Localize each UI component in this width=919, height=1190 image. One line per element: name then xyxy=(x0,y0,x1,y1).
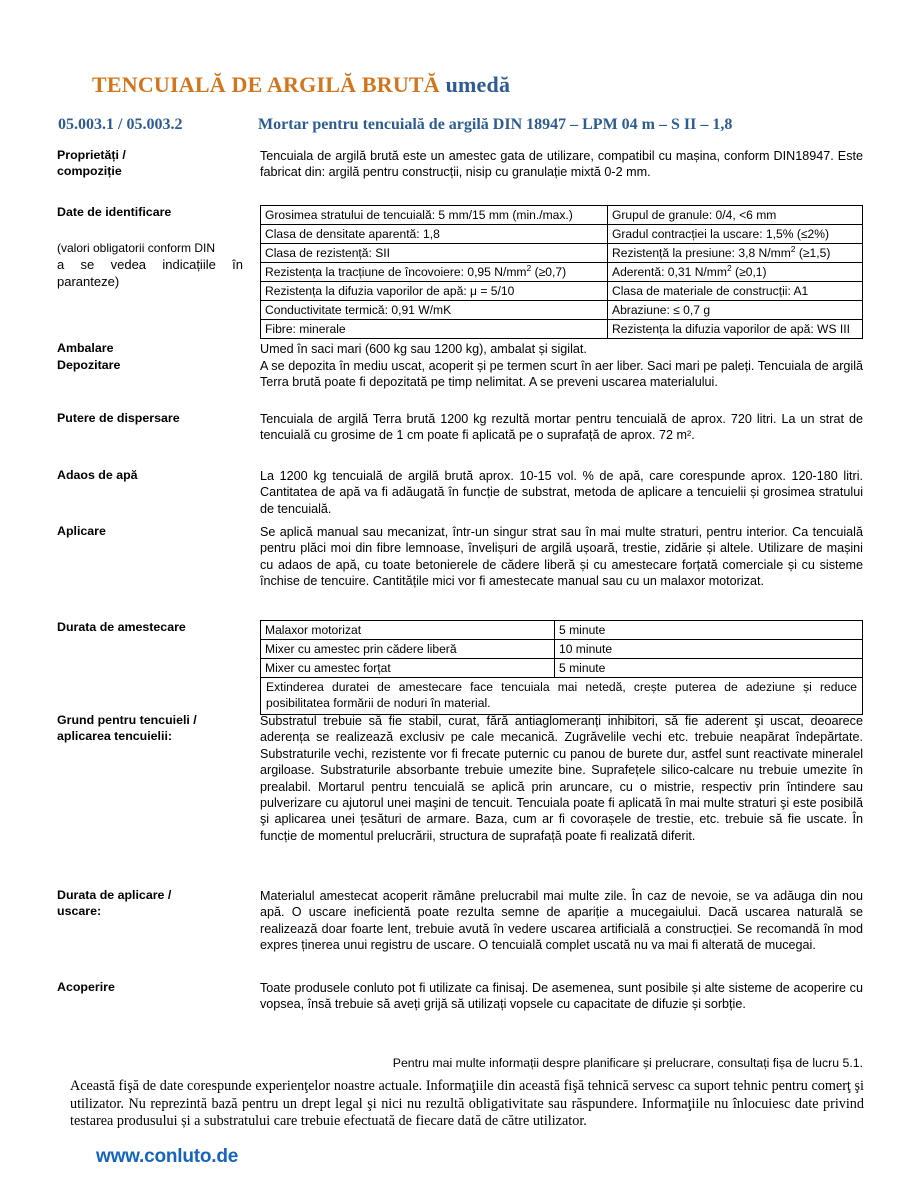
table-cell-time: 5 minute xyxy=(555,621,863,640)
cell-text-post: (≥0,7) xyxy=(531,264,567,279)
cell-text: Rezistența la difuzia vaporilor de apă: WS III xyxy=(612,321,850,336)
section-content-yield xyxy=(260,411,863,444)
table-cell-method: Malaxor motorizat xyxy=(261,621,555,640)
section-content-water xyxy=(260,468,863,517)
section-content-primer xyxy=(260,713,863,844)
cell-text: Rezistența la difuzia vaporilor de apă: μ = 5/10 xyxy=(265,283,515,298)
paragraph-application: Se aplică manual sau mecanizat, într-un singur strat sau în mai multe straturi, pentru interior. Ca tencuială pentru plăci moi din fibre lemnoase, învelișuri de argilă ușoară, trestie, zidărie și altele. Utilizare de mașini cu adaos de apă, cu toate betonierele de cădere liberă și cu amestecare forțată comerciale și cu sisteme închise de tencuire. Cantitățile mici vor fi amestecate manual sau cu un malaxor motorizat. xyxy=(260,525,863,589)
label-identification-note-2: a se vedea indicațiile în xyxy=(57,257,243,272)
label-identification: Date de identificare xyxy=(57,205,172,219)
section-label-coating: Acoperire xyxy=(57,980,115,994)
cell-text: Clasa de densitate aparentă: 1,8 xyxy=(265,226,440,241)
table-cell-right xyxy=(608,225,863,244)
section-content-application xyxy=(260,524,863,590)
table-cell-left xyxy=(261,282,608,301)
section-label-properties xyxy=(57,148,255,179)
table-row xyxy=(261,301,863,320)
table-cell-time: 5 minute xyxy=(555,659,863,678)
table-cell-time: 10 minute xyxy=(555,640,863,659)
table-row xyxy=(261,282,863,301)
section-label-identification xyxy=(57,205,255,290)
cell-text: Clasa de materiale de construcții: A1 xyxy=(612,283,809,298)
section-content-storage xyxy=(260,358,863,391)
label-identification-note-1: (valori obligatorii conform DIN xyxy=(57,240,216,255)
cell-text-post: (≥1,5) xyxy=(795,245,831,260)
table-row xyxy=(261,244,863,263)
cell-text: Rezistență la presiune: 3,8 N/mm xyxy=(612,245,791,260)
table-cell-note: Extinderea duratei de amestecare face tencuiala mai netedă, crește puterea de adeziune și reduce posibilitatea formării de noduri în material. xyxy=(261,678,863,715)
paragraph-yield: Tencuiala de argilă Terra brută 1200 kg rezultă mortar pentru tencuială de aprox. 720 litri. La un strat de tencuială cu grosime de 1 cm poate fi aplicată pe o suprafață de aprox. 72 m². xyxy=(260,412,863,443)
table-row xyxy=(261,263,863,282)
table-row xyxy=(261,225,863,244)
table-cell-right xyxy=(608,282,863,301)
cell-text: Aderentă: 0,31 N/mm xyxy=(612,264,727,279)
paragraph-coating: Toate produsele conluto pot fi utilizate ca finisaj. De asemenea, sunt posibile și alte sisteme de acoperire cu vopsea, însă trebuie să aveți grijă să utilizați vopsele cu capacitate de difuzie și sorbție. xyxy=(260,981,863,1012)
table-cell-left xyxy=(261,244,608,263)
page-title-sub: umedă xyxy=(445,72,511,97)
footer-disclaimer xyxy=(70,1078,864,1131)
section-label-water: Adaos de apă xyxy=(57,468,138,482)
label-line-2: aplicarea tencuielii: xyxy=(57,728,173,743)
cell-text: Gradul contracției la uscare: 1,5% (≤2%) xyxy=(612,226,830,241)
cell-text: Grosimea stratului de tencuială: 5 mm/15 mm (min./max.) xyxy=(265,207,573,222)
page-title-main: TENCUIALĂ DE ARGILĂ BRUTĂ xyxy=(92,72,440,97)
label-line-1: Durata de aplicare / xyxy=(57,888,172,902)
table-cell-left xyxy=(261,206,608,225)
table-cell-right xyxy=(608,320,863,339)
label-line-2: uscare: xyxy=(57,903,102,918)
table-row xyxy=(261,206,863,225)
table-cell-left xyxy=(261,263,608,282)
table-row xyxy=(261,320,863,339)
table-cell-right xyxy=(608,244,863,263)
table-row xyxy=(261,621,863,640)
section-label-drying xyxy=(57,888,255,919)
page-title xyxy=(92,72,510,98)
footer-note: Pentru mai multe informații despre planificare și prelucrare, consultați fișa de lucru 5.1. xyxy=(392,1056,863,1070)
table-cell-left xyxy=(261,225,608,244)
section-label-application: Aplicare xyxy=(57,524,106,538)
label-identification-note-3: paranteze) xyxy=(57,274,120,289)
section-label-storage: Depozitare xyxy=(57,358,121,372)
cell-text: Grupul de granule: 0/4, <6 mm xyxy=(612,207,777,222)
table-cell-right xyxy=(608,206,863,225)
cell-sup: 2 xyxy=(790,243,796,254)
cell-sup: 2 xyxy=(526,262,532,273)
cell-text: Clasa de rezistență: SII xyxy=(265,245,391,260)
section-label-packaging: Ambalare xyxy=(57,341,114,355)
paragraph-drying: Materialul amestecat acoperit rămâne prelucrabil mai multe zile. În caz de nevoie, se va adăuga din nou apă. O uscare ineficientă poate rezulta semne de apariție a mucegaiului. Dacă uscarea naturală se realizează doar foarte lent, trebuie avută în vedere uscarea artificială a construcției. Se recomandă în mod expres ținerea unui registru de uscare. O tencuială complet uscată nu va mai fi alterată de mucegai. xyxy=(260,889,863,953)
paragraph-storage: A se depozita în mediu uscat, acoperit și pe termen scurt în aer liber. Saci mari pe paleți. Tencuiala de argilă Terra brută poate fi depozitată pe timp nelimitat. A se preveni uscarea materialului. xyxy=(260,359,863,390)
product-subtitle: Mortar pentru tencuială de argilă DIN 18947 – LPM 04 m – S II – 1,8 xyxy=(258,116,733,133)
table-cell-left xyxy=(261,301,608,320)
cell-text-post: (≥0,1) xyxy=(731,264,767,279)
table-cell-method: Mixer cu amestec forțat xyxy=(261,659,555,678)
section-label-primer xyxy=(57,713,255,744)
table-cell-right xyxy=(608,301,863,320)
product-code: 05.003.1 / 05.003.2 xyxy=(58,116,183,133)
disclaimer-text: Această fişă de date corespunde experienţelor noastre actuale. Informaţiile din această fişă tehnică servesc ca suport tehnic pentru comerţ şi utilizator. Nu reprezintă bază pentru un drept legal şi nici nu rezultă obligativitate sau răspundere. Informaţiile nu înlocuiesc date privind testarea produsului și a substratului care trebuie efectuată de fiecare dată de către utilizator. xyxy=(70,1078,864,1130)
label-line-2: compoziție xyxy=(57,163,122,178)
website-url-link[interactable]: www.conluto.de xyxy=(96,1146,239,1167)
cell-text: Rezistența la tracțiune de încovoiere: 0,95 N/mm xyxy=(265,264,527,279)
section-content-packaging xyxy=(260,341,863,357)
table-row xyxy=(261,659,863,678)
table-cell-method: Mixer cu amestec prin cădere liberă xyxy=(261,640,555,659)
mixing-table xyxy=(260,620,863,715)
section-label-mixing: Durata de amestecare xyxy=(57,620,186,634)
paragraph-packaging: Umed în saci mari (600 kg sau 1200 kg), ambalat și sigilat. xyxy=(260,342,587,356)
section-content-drying xyxy=(260,888,863,954)
label-line-1: Grund pentru tencuieli / xyxy=(57,713,197,727)
table-row xyxy=(261,640,863,659)
identification-table xyxy=(260,205,863,339)
cell-text: Abraziune: ≤ 0,7 g xyxy=(612,302,711,317)
cell-sup: 2 xyxy=(726,262,732,273)
paragraph-primer: Substratul trebuie să fie stabil, curat, fără antiaglomeranți inhibitori, să fie aderent şi uscat, deoarece aderența se realizează exclusiv pe cale mecanică. Zugrăvelile vechi etc. trebuie neapărat îndepărtate. Substraturile vechi, rezistente vor fi frecate puternic cu panou de burete dur, astfel sunt reactivate mineralel argiloase. Substraturile absorbante trebuie umezite bine. Suprafețele silico-calcare nu trebuie umezite în prealabil. Mortarul pentru tencuială se aplică prin aruncare, cu o mistrie, respectiv prin întindere sau pulverizare cu ajutorul unei maşini de tencuit. Tencuiala poate fi aplicată în mai multe straturi şi este posibilă şi aplicarea unei țesături de armare. Baza, cum ar fi covorașele de trestie, etc. trebuie să fie uscate. În funcție de momentul prelucrării, structura de suprafață poate fi realizată diferit. xyxy=(260,714,863,843)
section-content-properties xyxy=(260,148,863,181)
table-cell-right xyxy=(608,263,863,282)
table-cell-left xyxy=(261,320,608,339)
cell-text: Fibre: minerale xyxy=(265,321,346,336)
label-line-1: Proprietăți / xyxy=(57,148,126,162)
table-row-note xyxy=(261,678,863,715)
paragraph-water: La 1200 kg tencuială de argilă brută aprox. 10-15 vol. % de apă, care corespunde aprox. 120-180 litri. Cantitatea de apă va fi adăugată în funcție de substrat, metoda de aplicare a tencuielii și grosimea stratului de tencuială. xyxy=(260,469,863,516)
paragraph-properties: Tencuiala de argilă brută este un amestec gata de utilizare, compatibil cu mașina, conform DIN18947. Este fabricat din: argilă pentru construcții, nisip cu granulație mixtă 0-2 mm. xyxy=(260,149,863,180)
section-content-coating xyxy=(260,980,863,1013)
section-label-yield: Putere de dispersare xyxy=(57,411,180,425)
cell-text: Conductivitate termică: 0,91 W/mK xyxy=(265,302,452,317)
